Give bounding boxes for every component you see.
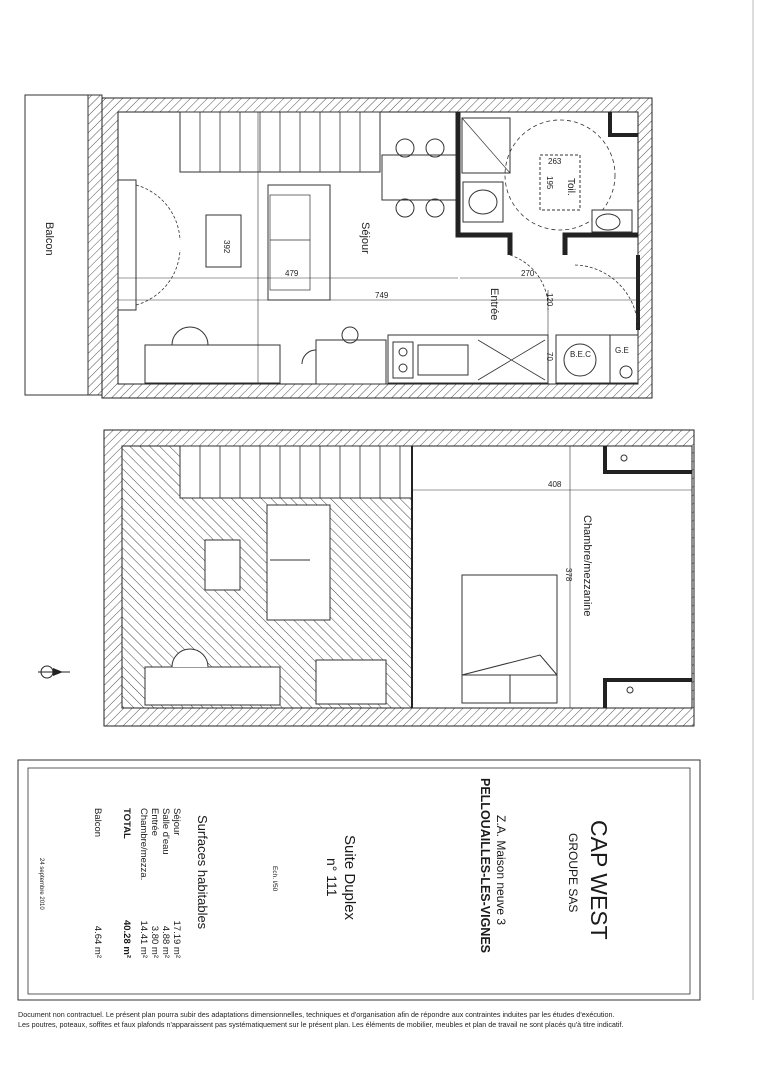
product-name: Suite Duplex [341, 835, 358, 921]
surface-value: 4.88 m² [160, 925, 171, 958]
north-arrow-icon [38, 666, 70, 678]
surface-value: 14.41 m² [138, 920, 149, 958]
total-value: 40.28 m² [121, 919, 132, 958]
surface-name: Chambre/mezza. [138, 808, 149, 881]
dim-378: 378 [564, 568, 573, 582]
balcon-label: Balcon [92, 808, 103, 838]
plan-date: 24 septembre 2010 [38, 858, 44, 910]
surface-name: Séjour [171, 808, 182, 836]
product-number: n° 111 [324, 858, 340, 897]
sofa [268, 185, 330, 300]
entree-label: Entrée [488, 288, 500, 321]
mezzanine-label: Chambre/mezzanine [581, 515, 593, 617]
surfaces-table [92, 808, 182, 958]
total-label: TOTAL [121, 808, 132, 839]
address-line-2: PELLOUAILLES-LES-VIGNES [478, 778, 492, 954]
dim-392: 392 [222, 240, 231, 254]
upper-floor-plan [25, 95, 652, 398]
surface-row [149, 808, 160, 958]
lower-floor-plan [104, 430, 694, 726]
sejour-label: Séjour [359, 222, 371, 254]
toilet-label: Toil. [565, 178, 576, 196]
disclaimer [18, 1010, 708, 1030]
dim-749: 749 [375, 291, 389, 300]
balcony-label: Balcon [43, 222, 55, 256]
dim-408: 408 [548, 480, 562, 489]
company-group: GROUPE SAS [566, 833, 580, 913]
surface-total-row [121, 808, 132, 958]
dim-270: 270 [521, 269, 535, 278]
surface-value: 17.19 m² [171, 920, 182, 958]
bec-label: B.E.C [570, 350, 591, 359]
surfaces-title: Surfaces habitables [195, 815, 210, 930]
disclaimer-line-1: Document non contractuel. Le présent plan pourra subir des adaptations dimensionnelles, techniques et d'organisation afin de répondre aux contraintes induites par les études d'exécution. [18, 1010, 615, 1019]
balcon-value: 4.64 m² [92, 925, 103, 958]
surface-row [171, 808, 182, 958]
surface-row [138, 808, 149, 958]
ge-label: G.E [615, 346, 629, 355]
dim-479: 479 [285, 269, 299, 278]
dim-195: 195 [545, 176, 554, 190]
scale-label: Ech. l/50 [271, 866, 278, 892]
surface-name: Salle d'eau [160, 808, 171, 855]
dim-263: 263 [548, 157, 562, 166]
dim-120: 120 [545, 293, 554, 307]
company-name: CAP WEST [586, 820, 612, 940]
balcon-row [92, 808, 103, 958]
surface-row [160, 808, 171, 958]
surface-value: 3.80 m² [149, 925, 160, 958]
dining-table [382, 155, 457, 200]
address-line-1: Z.A. Maison neuve 3 [494, 815, 508, 926]
dim-70: 70 [545, 352, 554, 361]
disclaimer-line-2: Les poutres, poteaux, soffites et faux plafonds n'apparaissent pas systématiquement sur le présent plan. Les éléments de mobilier, meubles et plan de travail ne sont placés qu'à titre indicatif. [18, 1020, 624, 1029]
surface-name: Entrée [149, 808, 160, 836]
